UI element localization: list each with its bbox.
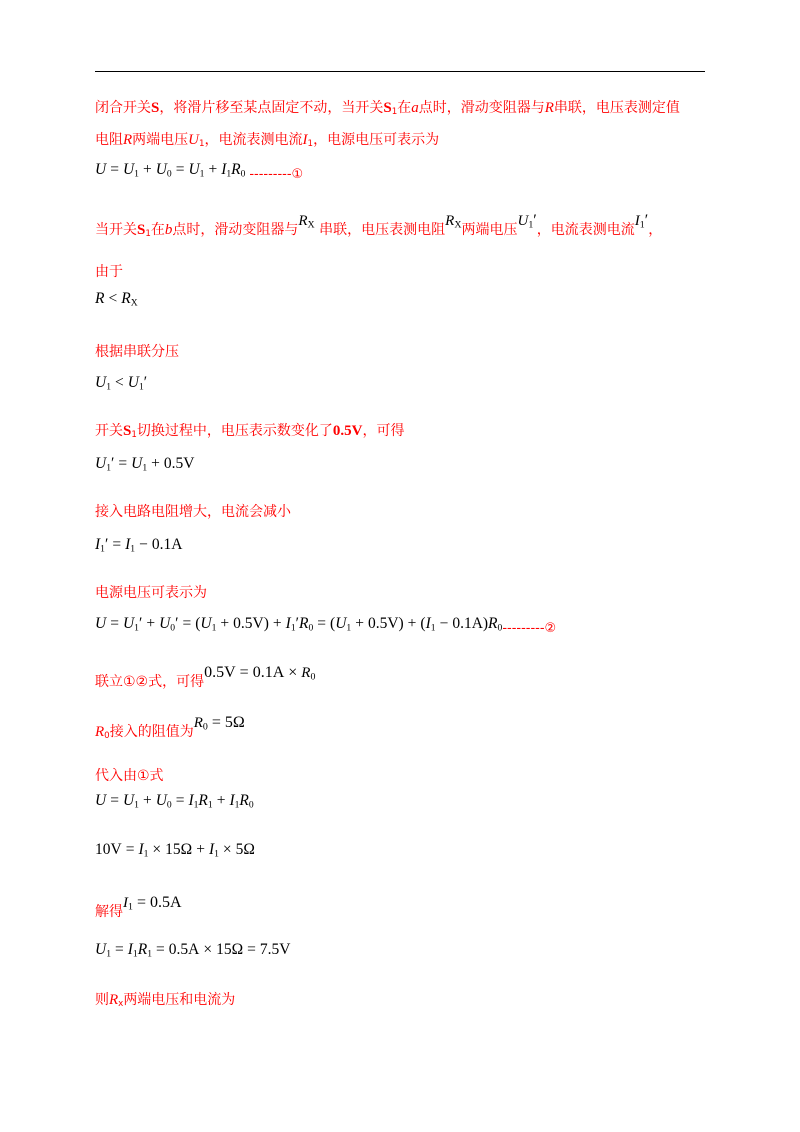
equation-i1-prime: $I_1' = I_1 - 0.1A$ [95, 536, 183, 555]
inline-eq-i1: $I_1 = 0.5A$ [123, 894, 182, 913]
text-line-21 [95, 894, 182, 920]
equation-5: $U_1 = I_1R_1 = 0.5A \times 15\Omega = 7.5V$ [95, 941, 291, 960]
text-line-2: 电阻R两端电压$U_1$，电流表测电流$I_1$，电源电压可表示为 [95, 132, 440, 150]
text-line-11: 接入电路电阻增大，电流会减小 [95, 504, 291, 520]
inequality-r-rx: $R < R_X$ [95, 290, 138, 309]
equation-2-tag: ---------② [502, 621, 557, 636]
inline-eq-0.5v: $0.5V = 0.1A \times R_0$ [204, 664, 316, 683]
equation-2: $U = U_1' + U_0' = (U_1 + 0.5V) + I_1'R_0 = (U_1 + 0.5V) + (I_1 - 0.1A)R_{0---------②}$ [95, 615, 557, 636]
text-line-17: 代入由①式 [95, 768, 164, 784]
text-line-16: $R_0$接入的阻值为$R_0 = 5\Omega$ [95, 714, 245, 742]
text-line-1: 闭合开关S，将滑片移至某点固定不动，当开关$S_1$在a点时，滑动变阻器与R串联，电压表测定值 [95, 100, 680, 118]
header-rule [95, 71, 705, 72]
text-line-7: 根据串联分压 [95, 344, 179, 360]
equation-u1-prime: $U_1' = U_1 + 0.5V$ [95, 455, 195, 474]
text-line-21-label: 解得 [95, 904, 123, 920]
text-line-15 [95, 664, 316, 690]
text-line-15-label: 联立①②式，可得 [95, 674, 205, 690]
text-line-13: 电源电压可表示为 [95, 585, 207, 601]
equation-4: $10V = I_1 \times 15\Omega + I_1 \times 5\Omega$ [95, 841, 255, 860]
text-line-9: 开关$S_1$切换过程中，电压表示数变化了0.5V，可得 [95, 423, 405, 441]
text-line-4: 当开关$S_1$在b点时，滑动变阻器与$R_X$ 串联，电压表测电阻$R_X$两端电压$U_1'$，电流表测电流$I_1'$， [95, 212, 663, 240]
equation-1-tag: ---------① [249, 167, 304, 182]
inequality-u1: $U_1 < U_1'$ [95, 374, 148, 393]
equation-1: $U = U_1 + U_0 = U_1 + I_1R_0$ $_{---------①}$ [95, 161, 304, 182]
text-line-5: 由于 [95, 264, 123, 280]
equation-3: $U = U_1 + U_0 = I_1R_1 + I_1R_0$ [95, 792, 254, 811]
inline-eq-r0: $R_0 = 5\Omega$ [193, 714, 245, 733]
text-line-23: 则$R_x$两端电压和电流为 [95, 992, 236, 1010]
